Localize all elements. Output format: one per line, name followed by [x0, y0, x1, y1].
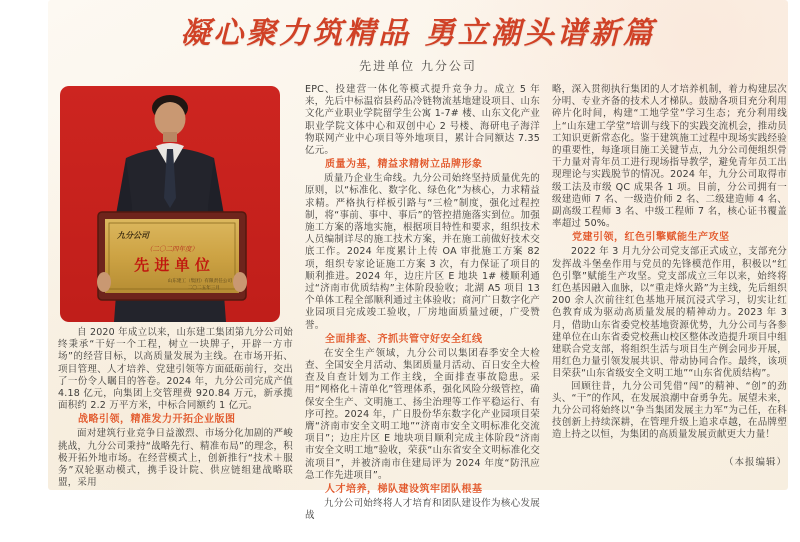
paragraph-talent-start: 九分公司始终将人才培育和团队建设作为核心发展战	[305, 498, 540, 522]
plaque-year: （二〇二四年度）	[146, 245, 198, 253]
award-plaque	[97, 212, 247, 300]
paragraph-strategy-cont: EPC、投建营一体化等模式提升竞争力。成立 5 年来，先后中标温宿县药品冷链物流基地建设项目、山东文化产业职业学院留学生公寓 1-7# 楼、山东文化产业职业学院文体中心和双创中心 2 号楼、海研电子海洋物联网产业中心项目等外地项目，累计合同额达 7.35 亿元。	[305, 84, 540, 157]
article-columns	[58, 84, 787, 523]
paragraph-strategy: 面对建筑行业竞争日益激烈、市场分化加剧的严峻挑战，九分公司秉持“战略先行、精准布局”的理念，积极开拓外地市场。在经营模式上，创新推行“技术＋服务”双轮驱动模式，携手设计院、供应链组建战略联盟，采用	[58, 428, 293, 489]
right-hand	[233, 272, 247, 292]
page-subtitle: 先进单位 九分公司	[359, 59, 477, 73]
editor-byline: （本报编辑）	[723, 456, 787, 468]
plaque-date: 二〇二五年三月	[187, 286, 220, 291]
column-left	[58, 84, 293, 523]
paragraph-party: 2022 年 3 月九分公司党支部正式成立，支部充分发挥战斗堡垒作用与党员的先锋模范作用，积极以“红色引擎”赋能生产攻坚。党支部成立三年以来，始终将红色基因融入血脉，以“重走烽火路”为主线，先后组织 200 余人次前往红色基地开展沉浸式学习，切实让红色教育成为驱动高质量发展的精神动力。2023 年 3 月，借助山东省委党校基地资源优势，九分公司与各参建单位在山东省委党校燕山校区整体改造提升项目中组建联合党支部，将组织生活与项目生产例会同步开展，用红色力量引领发展共识、带动协同合作。最终，该项目荣获“山东省级安全文明工地”“山东省优质结构”。	[552, 246, 787, 380]
paragraph-safety: 在安全生产领域，九分公司以集团春季安全大检查、全国安全月活动、集团质量月活动、百日安全大检查及自查计划为工作主线，全面排查事故隐患。采用“网格化＋清单化”管理体系，强化风险分级管控，确保安全生产、文明施工、扬尘治理等工作平稳运行、有序可控。2024 年，广日股份华东数字化产业园项目荣膺“济南市安全文明工地”“济南市安全文明标准化交流项目”；边庄片区 E 地块项目顺利完成主体阶段“济南市安全文明工地”验收，荣获“山东省安全文明标准化交流项目”，并被济南市住建局评为 2024 年度“防汛应急工作先进项目”。	[305, 347, 540, 481]
column-middle	[305, 84, 540, 523]
plaque-issuer: 山东建工（集团）有限责任公司	[167, 279, 232, 284]
award-photo	[60, 86, 280, 322]
neck	[163, 132, 177, 142]
article-sheet	[48, 0, 788, 522]
section-heading-quality: 质量为基，精益求精树立品牌形象	[325, 159, 483, 171]
paragraph-quality: 质量乃企业生命线。九分公司始终坚持质量优先的原则，以“标准化、数字化、绿色化”为核心，力求精益求精。严格执行样板引路与“三检”制度，强化过程控制，将“事前、事中、事后”的管控措施落实到位。加强施工方案的落地实施，根据项目特性和要求，组织技术人员编制详尽的施工技术方案，并在施工前做好技术交底工作。2024 年度累计上传 OA 审批施工方案 82 项，组织专家论证施工方案 3 次，有力保证了项目的顺利推进。2024 年，边庄片区 E 地块 1# 楼顺利通过“济南市优质结构”主体阶段验收；北湖 A5 项目 13 个单体工程全部顺利通过主体验收；商河广日数字化产业园项目完成竣工验收，厂房地面质量过硬，广受赞誉。	[305, 173, 540, 331]
left-hand	[97, 272, 111, 292]
section-heading-strategy: 战略引领，精准发力开拓企业版图	[78, 414, 236, 426]
plaque-award: 先 进 单 位	[134, 256, 210, 274]
section-heading-party: 党建引领，红色引擎赋能生产攻坚	[572, 232, 730, 244]
section-heading-talent: 人才培养，梯队建设筑牢团队根基	[325, 484, 483, 496]
face	[155, 102, 186, 136]
paragraph-intro: 自 2020 年成立以来，山东建工集团第九分公司始终秉承“干好一个工程，树立一块牌子，开辟一方市场”的经营目标，以高质量发展为主线。在市场开拓、项目管理、人才培养、党建引领等方面砥砺前行，交出了一份令人瞩目的答卷。2024 年，九分公司完成产值 4.18 亿元，向集团上交管理费 920.84 万元，新承揽面积约 2.2 万平方米，中标合同额约 1 亿元。	[58, 327, 293, 412]
paragraph-outlook: 回顾往昔，九分公司凭借“闯”的精神、“创”的劲头、“干”的作风，在发展浪潮中奋勇争先。展望未来，九分公司将始终以“争当集团发展主力军”为己任，在科技创新上持续深耕，在管理升级上追求卓越，在品牌塑造上持之以恒，为集团的高质量发展贡献更大力量！	[552, 380, 787, 441]
paragraph-talent-cont: 略，深入贯彻执行集团的人才培养机制，着力构建层次分明、专业齐备的技术人才梯队。鼓励各项目充分利用碎片化时间，构建“工地学堂”学习生态；充分利用线上“山东建工学堂”培训与线下的实践交流机会，推动员工知识更新常态化。鉴于建筑施工过程中现场实践经验的重要性，每逢项目施工关键节点，九分公司便组织骨干力量对青年员工进行现场指导教学，避免青年员工出现理论与实践脱节的情况。2024 年，九分公司取得市级工法及市级 QC 成果各 1 项。目前，分公司拥有一级建造师 7 名、一级造价师 2 名、二级建造师 4 名、副高级工程师 3 名、中级工程师 7 名，核心证书覆盖率超过 50%。	[552, 84, 787, 230]
page-title: 凝心聚力筑精品 勇立潮头谱新篇	[180, 16, 656, 51]
column-right	[552, 84, 787, 523]
section-heading-safety: 全面排查、齐抓共管守好安全红线	[325, 333, 483, 345]
plaque-org: 九分公司	[117, 231, 149, 240]
